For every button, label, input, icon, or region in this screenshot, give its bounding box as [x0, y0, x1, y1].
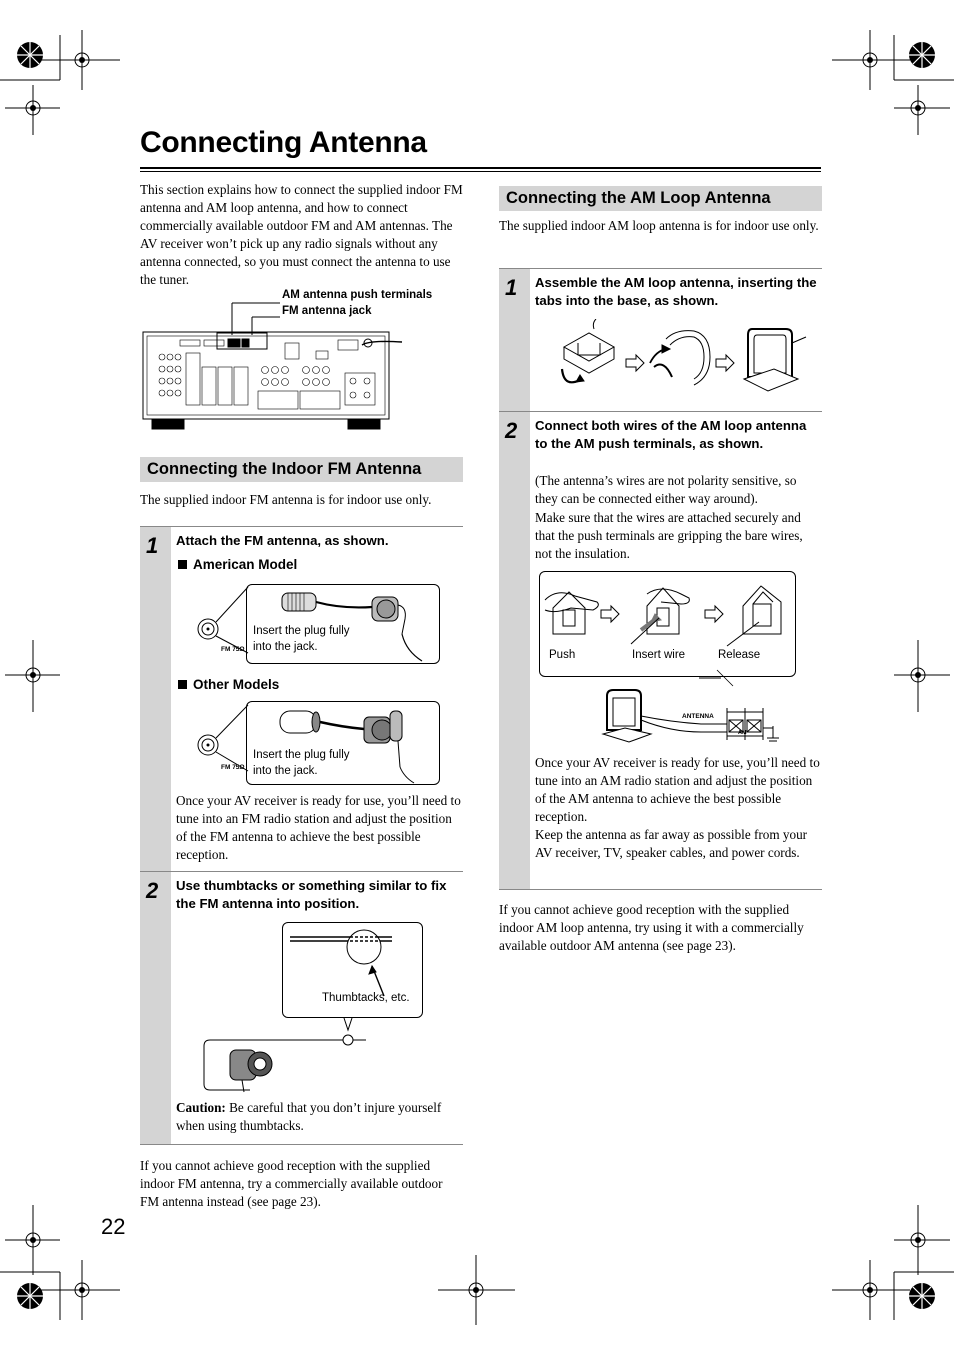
- am-step-2-tuning-note: Once your AV receiver is ready for use, you’ll need to tune into an AM radio station and adjust the position of the AM antenna to achieve the best possible reception.: [535, 755, 820, 824]
- release-label: Release: [718, 649, 761, 661]
- fm-caution-text: Caution: Be careful that you don’t injure yourself when using thumbtacks.: [176, 1100, 442, 1133]
- am-section-intro: The supplied indoor AM loop antenna is for indoor use only.: [499, 218, 819, 233]
- am-terminals-label: AM antenna push terminals: [282, 289, 433, 301]
- fm-jack-label-american: FM 75Ω: [221, 646, 245, 653]
- fm-step-1-body: Once your AV receiver is ready for use, you’ll need to tune into an FM radio station and adjust the position of the FM antenna to achieve the best possible reception.: [176, 793, 461, 862]
- am-section-outro: If you cannot achieve good reception with the supplied indoor AM loop antenna, try using it with a commercially available outdoor AM antenna (see page 23).: [499, 902, 804, 953]
- step-number: 1: [146, 533, 159, 558]
- am-loop-assembly-illustration: [554, 319, 814, 399]
- title-rule-thin: [140, 171, 821, 172]
- fm-step-2: [140, 871, 463, 1145]
- american-model-heading: American Model: [178, 557, 297, 572]
- step-title: Attach the FM antenna, as shown.: [176, 533, 389, 548]
- am-step-2: [499, 411, 822, 890]
- step-number: 2: [146, 878, 159, 903]
- other-models-heading: Other Models: [178, 677, 279, 692]
- antenna-terminal-label: ANTENNA: [682, 713, 714, 720]
- title-rule: [140, 167, 821, 169]
- fm-step-1: [140, 526, 463, 872]
- square-bullet-icon: [178, 560, 187, 569]
- fm-section-heading: Connecting the Indoor FM Antenna: [140, 457, 463, 482]
- am-step-2-wire-note: Make sure that the wires are attached securely and that the push terminals are gripping the bare wires, not the insulation.: [535, 510, 803, 561]
- am-step-2-placement-note: Keep the antenna as far away as possible from your AV receiver, TV, speaker cables, and power cords.: [535, 827, 808, 860]
- insert-wire-label: Insert wire: [632, 649, 686, 661]
- other-plug-caption: Insert the plug fully into the jack.: [253, 749, 350, 777]
- am-step-2-polarity-note: (The antenna’s wires are not polarity sensitive, so they can be connected either way around).: [535, 473, 797, 506]
- am-step-1: [499, 268, 822, 412]
- step-number: 1: [505, 275, 518, 300]
- am-section-heading: Connecting the AM Loop Antenna: [499, 186, 822, 211]
- step-title: Use thumbtacks or something similar to fix the FM antenna into position.: [176, 878, 447, 911]
- fm-section-outro: If you cannot achieve good reception with the supplied indoor FM antenna, try a commercially available outdoor FM antenna instead (see page 23).: [140, 1158, 443, 1209]
- thumbtacks-caption: Thumbtacks, etc.: [322, 992, 410, 1004]
- am-terminal-label: AM: [738, 730, 747, 736]
- receiver-rear-panel-illustration: [140, 295, 410, 435]
- page-title: Connecting Antenna: [140, 126, 427, 159]
- fm-jack-label-other: FM 75Ω: [221, 764, 245, 771]
- thumbtack-icon: [200, 920, 440, 1100]
- intro-paragraph: This section explains how to connect the supplied indoor FM antenna and AM loop antenna, and how to connect commercially available outdoor FM and AM antennas. The AV receiver won’t pick up any radio signals without any antenna connected, so you must connect the antenna to use the tuner.: [140, 182, 463, 287]
- step-number: 2: [505, 418, 518, 443]
- push-label: Push: [549, 649, 576, 661]
- fm-jack-label: FM antenna jack: [282, 305, 372, 317]
- step-title: Connect both wires of the AM loop antenna to the AM push terminals, as shown.: [535, 418, 807, 451]
- fm-section-intro: The supplied indoor FM antenna is for indoor use only.: [140, 492, 432, 507]
- square-bullet-icon: [178, 680, 187, 689]
- page-number: 22: [101, 1214, 126, 1239]
- american-plug-caption: Insert the plug fully into the jack.: [253, 625, 350, 653]
- step-title: Assemble the AM loop antenna, inserting the tabs into the base, as shown.: [535, 275, 817, 308]
